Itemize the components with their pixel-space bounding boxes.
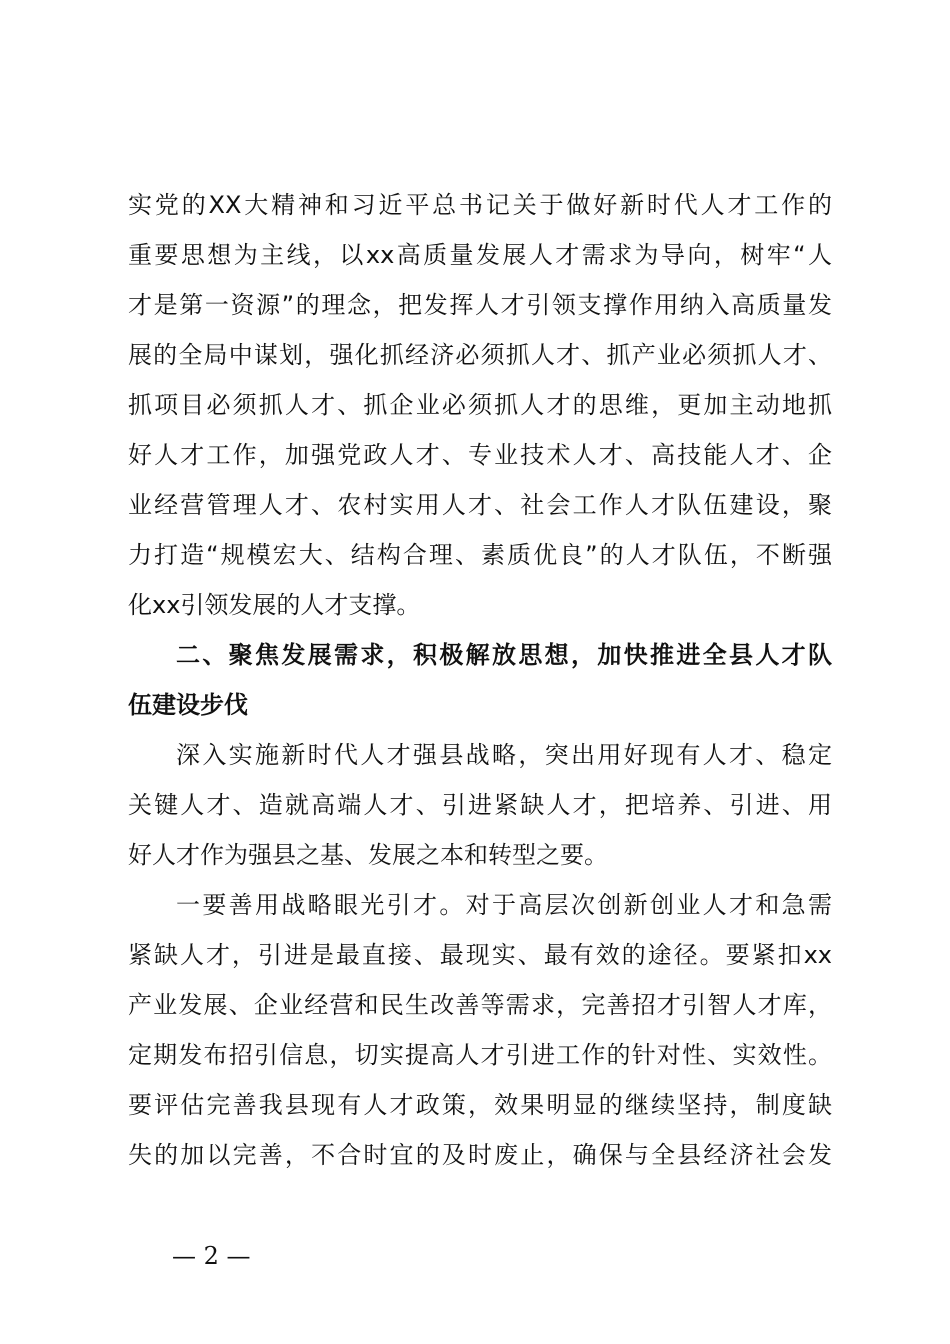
text-line: 抓项目必须抓人才、抓企业必须抓人才的思维，更加主动地抓 [128, 391, 832, 419]
page-number: — 2 — [172, 1242, 251, 1270]
text-line: 产业发展、企业经营和民生改善等需求，完善招才引智人才库， [128, 991, 832, 1019]
text-line: 定期发布招引信息，切实提高人才引进工作的针对性、实效性。 [128, 1041, 832, 1069]
text-line: 关键人才、造就高端人才、引进紧缺人才，把培养、引进、用 [128, 791, 832, 819]
text-line: 好人才作为强县之基、发展之本和转型之要。 [128, 841, 608, 869]
text-line: 好人才工作，加强党政人才、专业技术人才、高技能人才、企 [128, 441, 832, 469]
text-line: 展的全局中谋划，强化抓经济必须抓人才、抓产业必须抓人才、 [128, 341, 832, 369]
text-line: 实党的XX大精神和习近平总书记关于做好新时代人才工作的 [128, 191, 832, 219]
heading-line: 二、聚焦发展需求，积极解放思想，加快推进全县人才队 [176, 641, 832, 669]
text-line: 业经营管理人才、农村实用人才、社会工作人才队伍建设，聚 [128, 491, 832, 519]
text-line: 失的加以完善，不合时宜的及时废止，确保与全县经济社会发 [128, 1141, 832, 1169]
text-line: 才是第一资源”的理念，把发挥人才引领支撑作用纳入高质量发 [128, 291, 832, 319]
text-line: 化xx引领发展的人才支撑。 [128, 591, 421, 619]
text-line: 一要善用战略眼光引才。对于高层次创新创业人才和急需 [176, 891, 832, 919]
text-line: 深入实施新时代人才强县战略，突出用好现有人才、稳定 [176, 741, 832, 769]
text-line: 力打造“规模宏大、结构合理、素质优良”的人才队伍，不断强 [128, 541, 832, 569]
text-line: 要评估完善我县现有人才政策，效果明显的继续坚持，制度缺 [128, 1091, 832, 1119]
text-line: 重要思想为主线，以xx高质量发展人才需求为导向，树牢“人 [128, 241, 832, 269]
text-line: 紧缺人才，引进是最直接、最现实、最有效的途径。要紧扣xx [128, 941, 832, 969]
heading-line: 伍建设步伐 [128, 691, 248, 719]
